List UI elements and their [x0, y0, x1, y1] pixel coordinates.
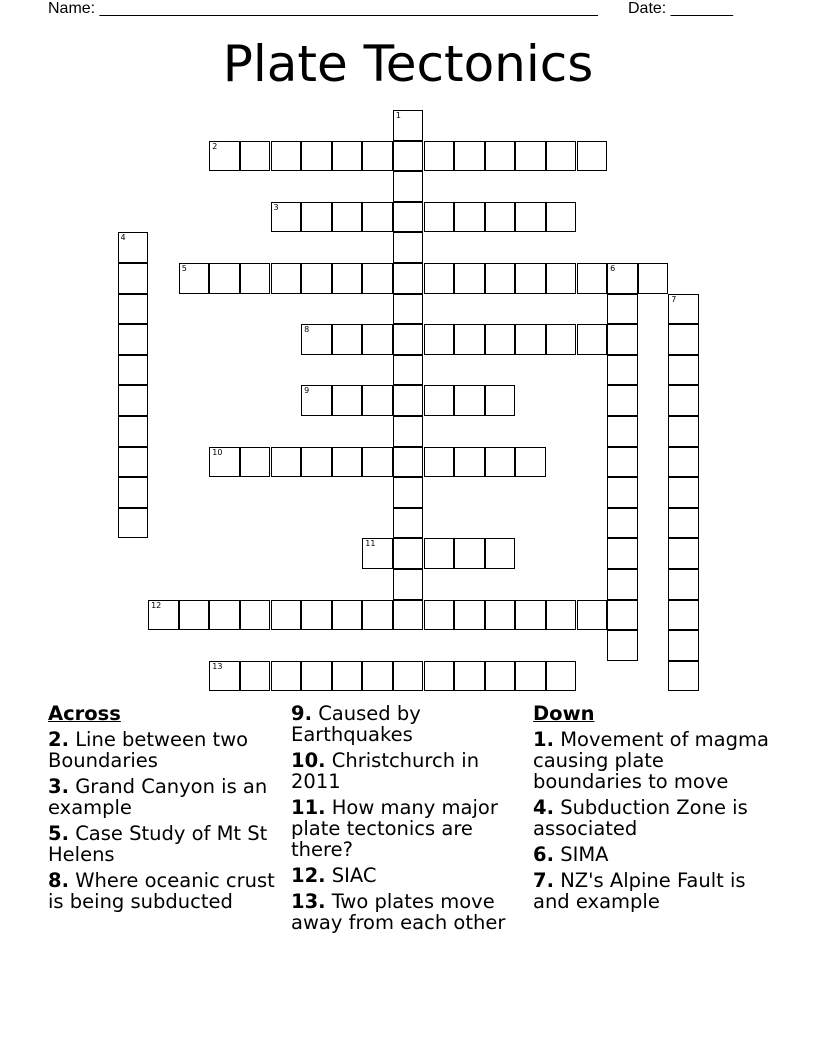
grid-cell[interactable]	[515, 263, 546, 294]
grid-cell[interactable]	[271, 447, 302, 478]
grid-cell[interactable]	[332, 324, 363, 355]
cell-number: 4	[120, 233, 126, 243]
grid-cell[interactable]	[118, 263, 149, 294]
grid-cell[interactable]	[577, 141, 608, 172]
grid-cell[interactable]	[271, 263, 302, 294]
date-label: Date:	[628, 0, 667, 17]
grid-cell[interactable]	[607, 447, 638, 478]
grid-cell[interactable]	[393, 110, 424, 141]
grid-cell[interactable]	[301, 447, 332, 478]
grid-cell[interactable]	[607, 477, 638, 508]
grid-cell[interactable]	[607, 538, 638, 569]
grid-cell[interactable]	[454, 661, 485, 692]
grid-cell[interactable]	[393, 447, 424, 478]
grid-cell[interactable]	[546, 600, 577, 631]
grid-cell[interactable]	[668, 385, 699, 416]
grid-cell[interactable]	[271, 141, 302, 172]
across-heading: Across	[48, 702, 121, 725]
grid-cell[interactable]	[454, 447, 485, 478]
grid-cell[interactable]	[485, 263, 516, 294]
grid-cell[interactable]	[668, 355, 699, 386]
grid-cell[interactable]	[179, 600, 210, 631]
grid-cell[interactable]	[424, 538, 455, 569]
grid-cell[interactable]	[668, 538, 699, 569]
clue-across-11: 11. How many major plate tectonics are there?	[291, 796, 498, 861]
clue-down-6: 6. SIMA	[533, 843, 609, 866]
grid-cell[interactable]	[332, 263, 363, 294]
grid-cell[interactable]	[362, 385, 393, 416]
grid-cell[interactable]	[546, 324, 577, 355]
grid-cell[interactable]	[209, 263, 240, 294]
grid-cell[interactable]	[118, 294, 149, 325]
grid-cell[interactable]	[668, 324, 699, 355]
grid-cell[interactable]	[668, 569, 699, 600]
grid-cell[interactable]	[393, 569, 424, 600]
grid-cell[interactable]	[454, 263, 485, 294]
grid-cell[interactable]	[393, 477, 424, 508]
grid-cell[interactable]	[577, 263, 608, 294]
grid-cell[interactable]	[546, 661, 577, 692]
grid-cell[interactable]	[454, 202, 485, 233]
grid-cell[interactable]	[362, 141, 393, 172]
grid-cell[interactable]	[393, 416, 424, 447]
clue-down-1: 1. Movement of magma causing plate boundaries to move	[533, 728, 769, 793]
cell-number: 1	[395, 111, 401, 120]
grid-cell[interactable]	[271, 661, 302, 692]
across-clues-column	[48, 703, 283, 917]
grid-cell[interactable]	[668, 661, 699, 692]
grid-cell[interactable]	[454, 600, 485, 631]
grid-cell[interactable]	[515, 202, 546, 233]
cell-number: 5	[181, 264, 187, 273]
down-heading: Down	[533, 702, 595, 725]
grid-cell[interactable]	[454, 141, 485, 172]
grid-cell[interactable]	[454, 324, 485, 355]
grid-cell[interactable]	[393, 355, 424, 386]
date-blank[interactable]: _______	[670, 0, 733, 17]
grid-cell[interactable]	[546, 202, 577, 233]
grid-cell[interactable]	[118, 477, 149, 508]
grid-cell[interactable]	[577, 324, 608, 355]
grid-cell[interactable]	[393, 661, 424, 692]
grid-cell[interactable]	[393, 324, 424, 355]
grid-cell[interactable]	[546, 263, 577, 294]
grid-cell[interactable]	[607, 508, 638, 539]
grid-cell[interactable]	[362, 661, 393, 692]
grid-cell[interactable]	[424, 324, 455, 355]
grid-cell[interactable]	[209, 447, 240, 478]
grid-cell[interactable]	[454, 538, 485, 569]
grid-cell[interactable]	[424, 263, 455, 294]
grid-cell[interactable]	[362, 600, 393, 631]
grid-cell[interactable]	[668, 416, 699, 447]
grid-cell[interactable]	[332, 661, 363, 692]
grid-cell[interactable]	[515, 447, 546, 478]
grid-cell[interactable]	[393, 600, 424, 631]
grid-cell[interactable]	[179, 263, 210, 294]
across-clues-column-2	[291, 703, 527, 938]
grid-cell[interactable]	[362, 263, 393, 294]
grid-cell[interactable]	[607, 630, 638, 661]
grid-cell[interactable]	[240, 661, 271, 692]
grid-cell[interactable]	[118, 447, 149, 478]
grid-cell[interactable]	[301, 600, 332, 631]
grid-cell[interactable]	[607, 600, 638, 631]
grid-cell[interactable]	[301, 385, 332, 416]
grid-cell[interactable]	[209, 600, 240, 631]
grid-cell[interactable]	[485, 324, 516, 355]
grid-cell[interactable]	[485, 447, 516, 478]
grid-cell[interactable]	[668, 447, 699, 478]
grid-cell[interactable]	[240, 263, 271, 294]
cell-number: 12	[151, 600, 162, 610]
grid-cell[interactable]	[424, 141, 455, 172]
grid-cell[interactable]	[393, 538, 424, 569]
grid-cell[interactable]	[209, 661, 240, 692]
grid-cell[interactable]	[271, 202, 302, 233]
grid-cell[interactable]	[362, 324, 393, 355]
grid-cell[interactable]	[515, 661, 546, 692]
grid-cell[interactable]	[393, 508, 424, 539]
grid-cell[interactable]	[607, 385, 638, 416]
cell-number: 3	[273, 202, 279, 212]
grid-cell[interactable]	[485, 385, 516, 416]
cell-number: 9	[304, 386, 310, 396]
grid-cell[interactable]	[301, 324, 332, 355]
grid-cell[interactable]	[515, 600, 546, 631]
clue-across-9: 9. Caused by Earthquakes	[291, 702, 421, 746]
grid-cell[interactable]	[607, 569, 638, 600]
grid-cell[interactable]	[607, 355, 638, 386]
grid-cell[interactable]	[393, 171, 424, 202]
grid-cell[interactable]	[240, 600, 271, 631]
cell-number: 8	[304, 325, 310, 335]
grid-cell[interactable]	[118, 508, 149, 539]
grid-cell[interactable]	[607, 263, 638, 294]
grid-cell[interactable]	[393, 263, 424, 294]
cell-number: 7	[671, 294, 677, 304]
grid-cell[interactable]	[118, 416, 149, 447]
grid-cell[interactable]	[240, 141, 271, 172]
grid-cell[interactable]	[332, 600, 363, 631]
grid-cell[interactable]	[485, 202, 516, 233]
grid-cell[interactable]	[362, 447, 393, 478]
grid-cell[interactable]	[424, 385, 455, 416]
grid-cell[interactable]	[424, 661, 455, 692]
grid-cell[interactable]	[393, 141, 424, 172]
cell-number: 2	[212, 141, 218, 151]
grid-cell[interactable]	[485, 538, 516, 569]
grid-cell[interactable]	[332, 141, 363, 172]
grid-cell[interactable]	[332, 202, 363, 233]
grid-cell[interactable]	[148, 600, 179, 631]
grid-cell[interactable]	[454, 385, 485, 416]
grid-cell[interactable]	[668, 294, 699, 325]
grid-cell[interactable]	[424, 600, 455, 631]
cell-number: 13	[212, 661, 223, 671]
grid-cell[interactable]	[393, 232, 424, 263]
down-clues-column	[533, 703, 773, 917]
grid-cell[interactable]	[546, 141, 577, 172]
page-title: Plate Tectonics	[222, 35, 594, 93]
grid-cell[interactable]	[515, 324, 546, 355]
grid-cell[interactable]	[485, 600, 516, 631]
clue-across-12: 12. SIAC	[291, 864, 377, 887]
grid-cell[interactable]	[607, 416, 638, 447]
grid-cell[interactable]	[118, 355, 149, 386]
grid-cell[interactable]	[209, 141, 240, 172]
grid-cell[interactable]	[118, 232, 149, 263]
grid-cell[interactable]	[362, 202, 393, 233]
grid-cell[interactable]	[301, 141, 332, 172]
clue-down-4: 4. Subduction Zone is associated	[533, 796, 748, 840]
cell-number: 10	[212, 447, 223, 457]
cell-number: 11	[365, 539, 376, 549]
clue-across-3: 3. Grand Canyon is an example	[48, 775, 268, 819]
grid-cell[interactable]	[668, 600, 699, 631]
grid-cell[interactable]	[332, 447, 363, 478]
grid-cell[interactable]	[271, 600, 302, 631]
grid-cell[interactable]	[362, 538, 393, 569]
grid-cell[interactable]	[332, 385, 363, 416]
grid-cell[interactable]	[301, 661, 332, 692]
name-blank[interactable]: ________________________________________________________	[99, 0, 598, 17]
grid-cell[interactable]	[424, 202, 455, 233]
grid-cell[interactable]	[668, 630, 699, 661]
grid-cell[interactable]	[424, 447, 455, 478]
grid-cell[interactable]	[607, 294, 638, 325]
clue-across-2: 2. Line between two Boundaries	[48, 728, 249, 772]
clue-across-13: 13. Two plates move away from each other	[291, 890, 506, 934]
grid-cell[interactable]	[668, 477, 699, 508]
grid-cell[interactable]	[485, 661, 516, 692]
clue-down-7: 7. NZ's Alpine Fault is and example	[533, 869, 746, 913]
grid-cell[interactable]	[301, 202, 332, 233]
grid-cell[interactable]	[607, 324, 638, 355]
grid-cell[interactable]	[301, 263, 332, 294]
grid-cell[interactable]	[393, 202, 424, 233]
grid-cell[interactable]	[393, 294, 424, 325]
clue-across-10: 10. Christchurch in 2011	[291, 749, 480, 793]
grid-cell[interactable]	[515, 141, 546, 172]
grid-cell[interactable]	[118, 385, 149, 416]
name-label: Name:	[48, 0, 96, 17]
grid-cell[interactable]	[118, 324, 149, 355]
grid-cell[interactable]	[485, 141, 516, 172]
grid-cell[interactable]	[638, 263, 669, 294]
grid-cell[interactable]	[393, 385, 424, 416]
grid-cell[interactable]	[577, 600, 608, 631]
clue-across-8: 8. Where oceanic crust is being subducted	[48, 869, 275, 913]
grid-cell[interactable]	[240, 447, 271, 478]
clue-across-5: 5. Case Study of Mt St Helens	[48, 822, 268, 866]
cell-number: 6	[610, 264, 616, 273]
grid-cell[interactable]	[668, 508, 699, 539]
